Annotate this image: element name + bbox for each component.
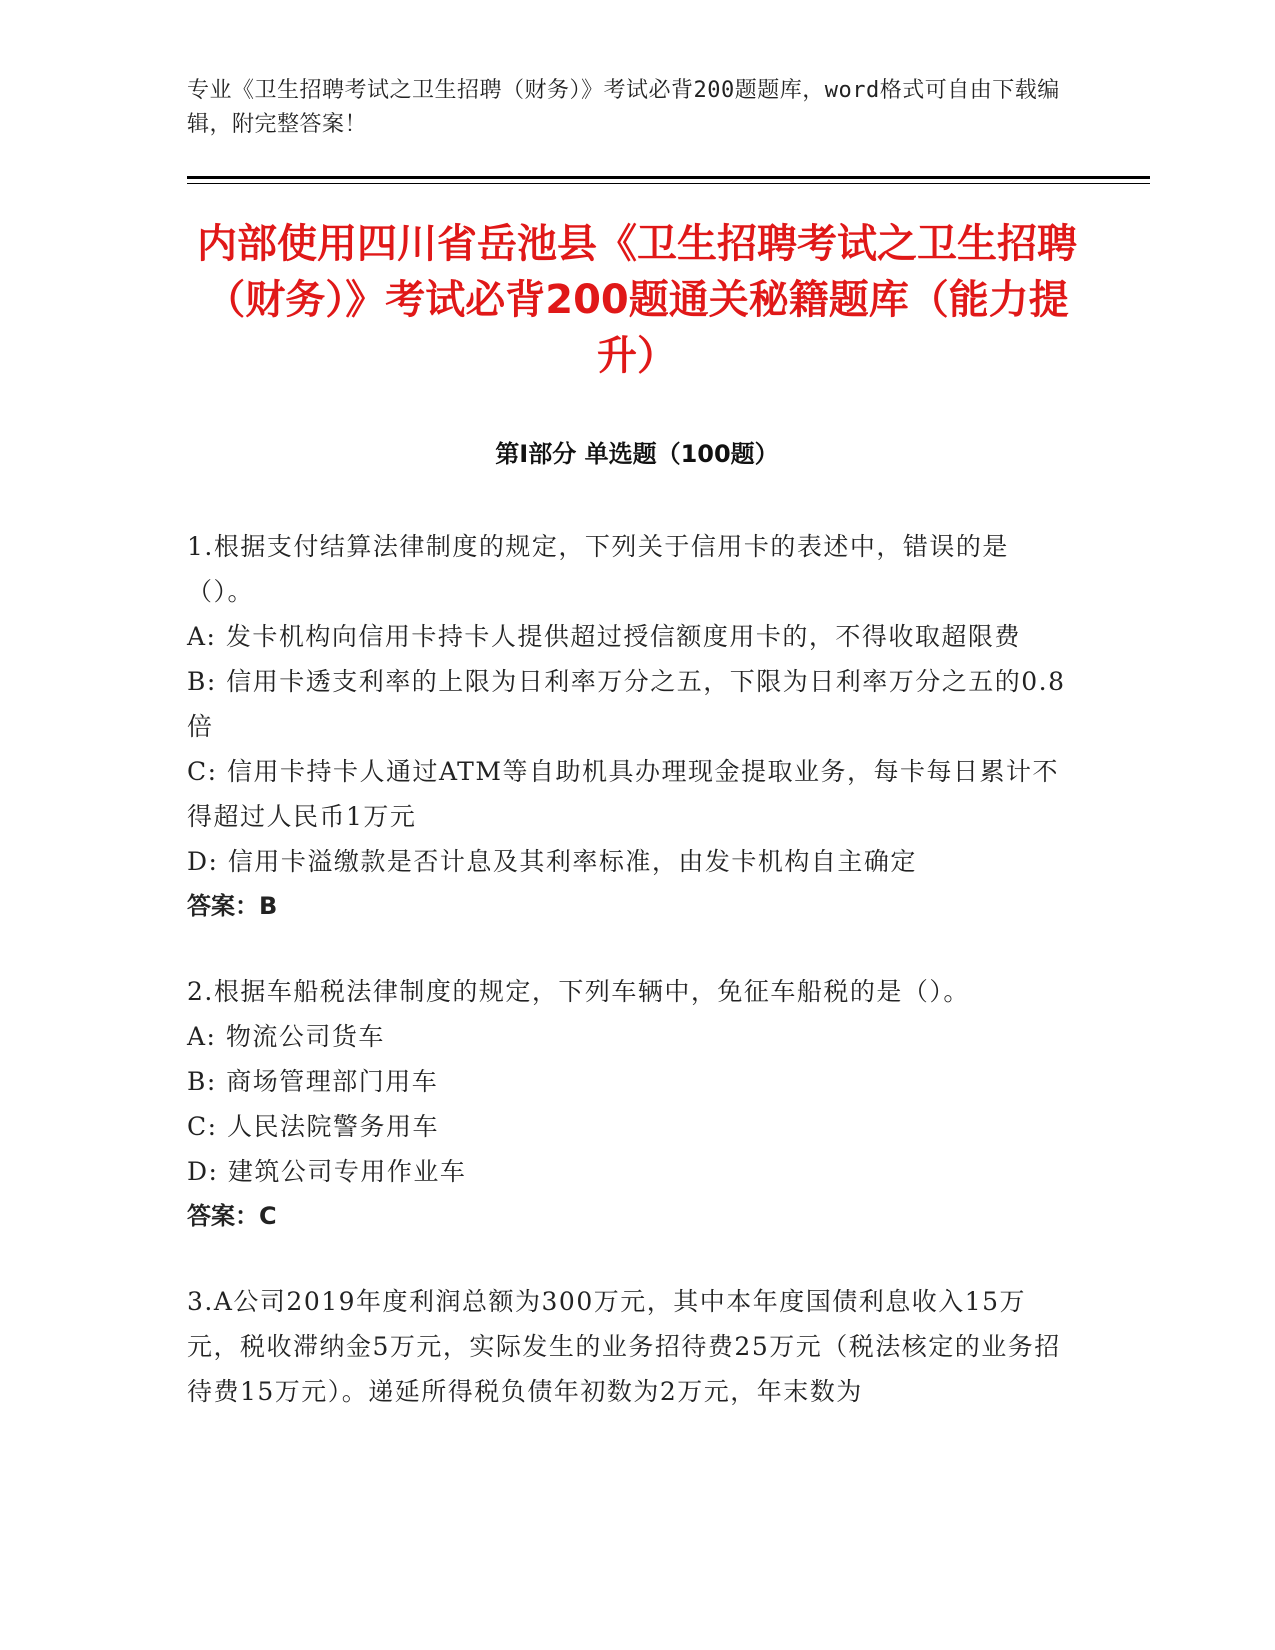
question-stem: 1.根据支付结算法律制度的规定，下列关于信用卡的表述中，错误的是（）。 [187,532,1009,606]
option-b: B: 商场管理部门用车 [187,1067,439,1096]
header-divider-thin [187,183,1150,184]
header-note: 专业《卫生招聘考试之卫生招聘（财务）》考试必背200题题库，word格式可自由下载编辑，附完整答案！ [187,78,1060,137]
header-divider-thick [187,176,1150,179]
option-c: C: 人民法院警务用车 [187,1112,439,1141]
answer: 答案：B [187,892,278,920]
option-d: D: 信用卡溢缴款是否计息及其利率标准，由发卡机构自主确定 [187,847,917,876]
question-stem: 3.A公司2019年度利润总额为300万元，其中本年度国债利息收入15万元，税收滞纳金5万元，实际发生的业务招待费25万元（税法核定的业务招待费15万元）。递延所得税负债年初数为2万元，年末数为 [187,1287,1061,1406]
question-item [187,1279,1067,1414]
option-d: D: 建筑公司专用作业车 [187,1157,467,1186]
question-item [187,524,1067,929]
document-title: 内部使用四川省岳池县《卫生招聘考试之卫生招聘（财务）》考试必背200题通关秘籍题库（能力提升） [197,221,1077,379]
option-a: A: 发卡机构向信用卡持卡人提供超过授信额度用卡的，不得收取超限费 [187,622,1021,651]
question-stem: 2.根据车船税法律制度的规定，下列车辆中，免征车船税的是（）。 [187,977,970,1006]
question-list [187,524,1067,1454]
option-b: B: 信用卡透支利率的上限为日利率万分之五，下限为日利率万分之五的0.8倍 [187,667,1066,741]
option-c: C: 信用卡持卡人通过ATM等自助机具办理现金提取业务，每卡每日累计不得超过人民币1万元 [187,757,1059,831]
answer: 答案：C [187,1202,277,1230]
question-item [187,969,1067,1239]
option-a: A: 物流公司货车 [187,1022,385,1051]
section-title: 第Ⅰ部分 单选题（100题） [495,440,779,468]
